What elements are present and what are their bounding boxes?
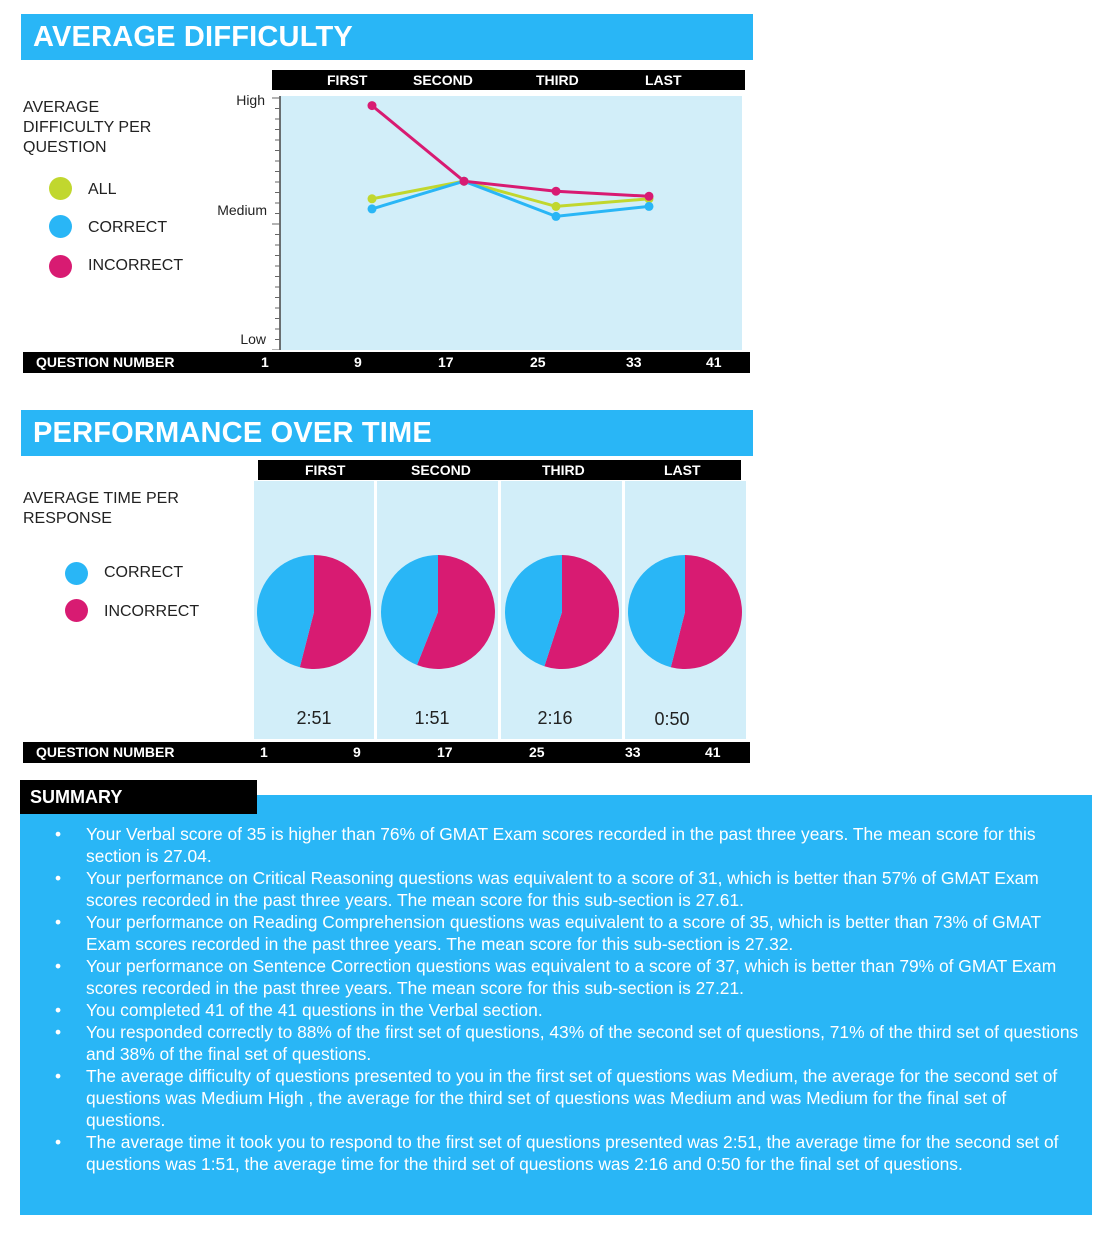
summary-title: SUMMARY <box>20 780 257 814</box>
data-point-correct <box>552 212 561 221</box>
summary-item: • The average difficulty of questions presented to you in the first set of questions was Medium, the average for the second set of questions was Medium High , the average for the third set of questions was Medium and was Medium for the final set of questions. <box>20 1065 1092 1131</box>
legend-dot-incorrect <box>65 599 88 622</box>
data-point-incorrect <box>552 187 561 196</box>
side-label-line: RESPONSE <box>23 510 112 527</box>
summary-item: • Your performance on Sentence Correction questions was equivalent to a score of 37, which is better than 79% of GMAT Exam scores recorded in the past three years. The mean score for this sub-section is 27.21. <box>20 955 1092 999</box>
pies <box>257 555 742 669</box>
set-header-third: THIRD <box>542 462 585 478</box>
legend-label-incorrect: INCORRECT <box>88 257 184 274</box>
difficulty-title: AVERAGE DIFFICULTY <box>21 14 753 60</box>
legend-dot-correct <box>65 562 88 585</box>
set-header-last: LAST <box>664 462 701 478</box>
data-point-incorrect <box>368 101 377 110</box>
x-tick: 1 <box>261 354 269 370</box>
set-header-last: LAST <box>645 72 682 88</box>
summary-item: • Your performance on Critical Reasoning questions was equivalent to a score of 31, which is better than 57% of GMAT Exam scores recorded in the past three years. The mean score for this sub-section is 27.61. <box>20 867 1092 911</box>
x-tick: 17 <box>438 354 454 370</box>
x-tick: 9 <box>354 354 362 370</box>
x-tick: 17 <box>437 744 453 760</box>
pie-time-second: 1:51 <box>414 708 450 728</box>
performance-x-axis-bar <box>23 742 750 763</box>
pie-third <box>505 555 619 669</box>
y-tick-medium: Medium <box>217 202 267 218</box>
summary-item: • You responded correctly to 88% of the first set of questions, 43% of the second set of questions, 71% of the third set of questions and 38% of the final set of questions. <box>20 1021 1092 1065</box>
y-axis <box>272 96 280 350</box>
x-tick: 9 <box>353 744 361 760</box>
performance-title: PERFORMANCE OVER TIME <box>21 410 753 456</box>
summary-list <box>20 823 1092 1175</box>
pie-first <box>257 555 371 669</box>
x-tick: 41 <box>705 744 721 760</box>
legend-label-correct: CORRECT <box>104 564 184 581</box>
summary-item: • You completed 41 of the 41 questions in the Verbal section. <box>20 999 1092 1021</box>
pie-last <box>628 555 742 669</box>
side-label-line: DIFFICULTY PER <box>23 119 152 136</box>
legend-dot-correct <box>49 215 72 238</box>
legend-dot-all <box>49 177 72 200</box>
summary-item: • The average time it took you to respond to the first set of questions presented was 2:51, the average time for the second set of questions was 1:51, the average time for the third set of questions was 2:16 and 0:50 for the final set of questions. <box>20 1131 1092 1175</box>
set-header-third: THIRD <box>536 72 579 88</box>
data-point-correct <box>645 202 654 211</box>
data-point-all <box>368 194 377 203</box>
set-header-second: SECOND <box>413 72 473 88</box>
difficulty-side-label <box>23 98 203 158</box>
side-label-line: AVERAGE <box>23 99 100 116</box>
data-point-correct <box>368 204 377 213</box>
x-tick: 33 <box>625 744 641 760</box>
performance-set-header-bar <box>258 460 741 480</box>
performance-pie-charts <box>252 481 746 739</box>
legend-dot-incorrect <box>49 255 72 278</box>
side-label-line: QUESTION <box>23 139 107 156</box>
performance-side-label <box>23 489 223 529</box>
pie-time-third: 2:16 <box>537 708 573 728</box>
pie-time-last: 0:50 <box>654 709 690 729</box>
side-label-line: AVERAGE TIME PER <box>23 490 179 507</box>
pie-second <box>381 555 495 669</box>
data-point-incorrect <box>460 177 469 186</box>
y-tick-low: Low <box>240 331 266 347</box>
legend-label-incorrect: INCORRECT <box>104 603 200 620</box>
data-point-all <box>552 202 561 211</box>
summary-item: • Your performance on Reading Comprehension questions was equivalent to a score of 35, which is better than 73% of GMAT Exam scores recorded in the past three years. The mean score for this sub-section is 27.32. <box>20 911 1092 955</box>
set-header-second: SECOND <box>411 462 471 478</box>
difficulty-x-axis-bar <box>23 352 750 373</box>
pie-time-first: 2:51 <box>296 708 332 728</box>
legend-label-correct: CORRECT <box>88 219 168 236</box>
data-point-incorrect <box>645 192 654 201</box>
set-header-first: FIRST <box>327 72 368 88</box>
x-tick: 33 <box>626 354 642 370</box>
set-header-first: FIRST <box>305 462 346 478</box>
x-axis-label: QUESTION NUMBER <box>36 354 175 370</box>
legend-label-all: ALL <box>88 181 117 198</box>
x-tick: 25 <box>529 744 545 760</box>
summary-item: • Your Verbal score of 35 is higher than 76% of GMAT Exam scores recorded in the past three years. The mean score for this section is 27.04. <box>20 823 1092 867</box>
x-tick: 41 <box>706 354 722 370</box>
y-tick-high: High <box>236 92 265 108</box>
difficulty-line-chart <box>270 94 745 350</box>
x-tick: 25 <box>530 354 546 370</box>
difficulty-set-header-bar <box>272 70 745 90</box>
plot-background <box>280 96 742 350</box>
x-axis-label: QUESTION NUMBER <box>36 744 175 760</box>
x-tick: 1 <box>260 744 268 760</box>
